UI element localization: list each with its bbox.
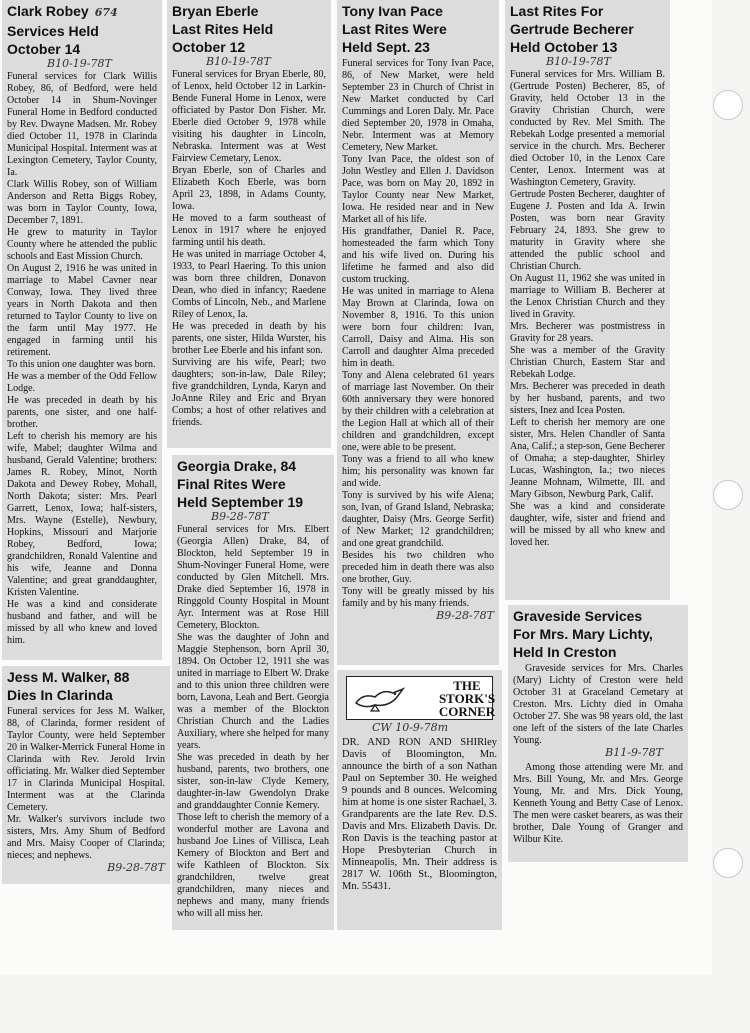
article-body: Funeral services for Jess M. Walker, 88, of Clarinda, former resident of Taylor County, were held September 20 in Walker-Merrick Funeral Home in Clarinda with Rev. Jerold Irvin officiating. Mr. Walker died September 17 in Clarinda Municipal Hospital. Interment was at the Clarinda Cemetery. Mr. Walker's survivors include two sisters, Mrs. Amy Shum of Bedford and Mrs. Maisy Cooper of Clarinda; nieces; and nephews. bbox=[7, 706, 165, 861]
headline: Final Rites Were bbox=[177, 476, 286, 492]
headline: Held Sept. 23 bbox=[342, 39, 430, 55]
obituary-mary-lichty bbox=[508, 605, 688, 862]
obituary-tony-pace bbox=[337, 0, 499, 665]
headline: Held September 19 bbox=[177, 494, 304, 510]
headline: Last Rites For bbox=[510, 3, 604, 19]
headline: Last Rites Held bbox=[172, 21, 274, 37]
headline: Services Held bbox=[7, 23, 99, 39]
headline: Held In Creston bbox=[513, 644, 617, 660]
headline: Georgia Drake, 84 bbox=[177, 458, 297, 474]
storks-corner-title: THE STORK'S CORNER bbox=[438, 678, 496, 719]
headline: For Mrs. Mary Lichty, bbox=[513, 626, 653, 642]
article-body: Funeral services for Tony Ivan Pace, 86, of New Market, were held September 23 in Church of Christ in New Market conducted by Carl Cummings and Loren Daly. Mr. Pace died September 20, 1978 in Omaha, Nebr. Interment was at Memory Cemetery, New Market. Tony Ivan Pace, the oldest son of John Westley and Ellen J. Davidson Pace, was born on May 20, 1892 in Taylor County near New Market, Iowa. He resided near and in New Market all of his life. His grandfather, Daniel R. Pace, homesteaded the farm which Tony and his wife lived on. During his lifetime he farmed and also did custom trucking. He was united in marriage to Alena May Brown at Clarinda, Iowa on November 8, 1916. To this union were born four children: Ivan, Carroll, Daisy and Alma. His son Carroll and daughter Alma preceded him in death. Tony and Alena celebrated 61 years of marriage last November. On their 60th anniversary they were honored by their children with a celebration at the Legion Hall at which all of their children and grandchildren, except one, were able to be present. Tony was a friend to all who knew him; his personality was known far and wide. Tony is survived by his wife Alena; son, Ivan, of Grand Island, Nebraska; daughter, Daisy (Mrs. George Serfit) of New Market; 12 grandchildren; and one great grandchild. Besides his two children who preceded him in death there was also one brother, Guy. Tony will be greatly missed by his family and by his many friends. bbox=[342, 58, 494, 609]
handwritten-date: B9-28-78T bbox=[107, 861, 165, 874]
headline: Held October 13 bbox=[510, 39, 618, 55]
binder-hole bbox=[713, 848, 743, 878]
birth-announcement-storks-corner bbox=[337, 670, 502, 930]
obituary-bryan-eberle bbox=[167, 0, 331, 448]
obituary-gertrude-becherer bbox=[505, 0, 670, 600]
binder-hole bbox=[713, 480, 743, 510]
headline: Tony Ivan Pace bbox=[342, 3, 443, 19]
article-body: Funeral services for Clark Willis Robey, 86, of Bedford, were held October 14 in Shum-Novinger Funeral Home in Bedford conducted by Rev. Dwayne Madsen. Mr. Robey died October 11, 1978 in Clarinda Municipal Hospital. Interment was at Lexington Cemetery, Taylor County, Ia. Clark Willis Robey, son of William Anderson and Retta Biggs Robey, was born in Taylor County, Iowa, December 7, 1891. He grew to maturity in Taylor County where he attended the public schools and East Mission Church. On August 2, 1916 he was united in marriage to Mabel Cavner near Conway, Iowa. They lived three years in North Dakota and then returned to Taylor County to live on the farm until May 1977. He engaged in farming until his retirement. To this union one daughter was born. He was a member of the Odd Fellow Lodge. He was preceded in death by his parents, one sister, and one half-brother. Left to cherish his memory are his wife, Mabel; daughter Wilma and husband, Gerald Valentine; brothers: James R. Robey, Minot, North Dakota and Dewey Robey, Mohall, North Dakota; sister: Mrs. Pearl Garrett, Lenox, Iowa; half-sisters, Mrs. Wayne (Estelle), Newbury, Hopkins, Missouri and Marjorie Robey, Bedford, Iowa; grandchildren, Ronald Valentine and his wife, Jeanne and Donna Valentine; and great granddaughter, Kristen Valentine. He was a kind and considerate husband and father, and will be missed by all who knew and loved him. bbox=[7, 71, 157, 646]
headline: Bryan Eberle bbox=[172, 3, 259, 19]
headline: Gertrude Becherer bbox=[510, 21, 634, 37]
obituary-clark-robey bbox=[2, 0, 162, 660]
headline: Graveside Services bbox=[513, 608, 643, 624]
headline: Dies In Clarinda bbox=[7, 687, 113, 703]
headline: October 14 bbox=[7, 41, 81, 57]
handwritten-date: B9-28-78T bbox=[436, 609, 494, 622]
headline: Clark Robey 674 bbox=[7, 3, 118, 19]
obituary-jess-walker bbox=[2, 666, 170, 884]
article-body: Among those attending were Mr. and Mrs. Bill Young, Mr. and Mrs. George Young, Mr. and Mrs. Dick Young, Kenneth Young and Betty Case of Lenox. The men were casket bearers, as was their brother, Dale Young of Granger and Wilbur Kite. bbox=[513, 762, 683, 845]
article-body: Graveside services for Mrs. Charles (Mary) Lichty of Creston were held October 31 at Graceland Cemetary at Creston. Mrs. Lichty died in Omaha October 27. She was 98 years old, the last one left of the sisters of the late Charles Young. bbox=[513, 663, 683, 746]
handwritten-date: B9-28-78T bbox=[211, 510, 269, 523]
handwritten-date: B11-9-78T bbox=[605, 746, 663, 759]
handwritten-date: CW 10-9-78m bbox=[372, 721, 449, 734]
stork-icon bbox=[353, 685, 407, 713]
handwritten-date: B10-19-78T bbox=[546, 55, 611, 68]
handwritten-date: B10-19-78T bbox=[47, 57, 112, 70]
article-body: Funeral services for Bryan Eberle, 80, of Lenox, held October 12 in Larkin-Bende Funeral Home in Lenox, were officiated by Pastor Don Fisher. Mr. Eberle died October 9, 1978 while visiting his daughter in Lincoln, Nebraska. Interment was at West Fairview Cemetary, Lenox. Bryan Eberle, son of Charles and Elizabeth Koch Eberle, was born April 23, 1898, in Adams County, Iowa. He moved to a farm southeast of Lenox in 1917 where he enjoyed farming until his death. He was united in marriage October 4, 1933, to Pearl Haering. To this union was born three children, Donavon Dean, who died in infancy; Raedene Combs of Lincoln, Neb., and Marlene Riley of Lenox, Ia. He was preceded in death by his parents, one sister, Hilda Wurster, his brother Lee Eberle and his infant son. Surviving are his wife, Pearl; two daughters; son-in-law, Dale Riley; five grandchildren, Lynda, Karyn and JoAnne Riley and Eric and Bryan Combs; a host of other relatives and friends. bbox=[172, 69, 326, 428]
storks-corner-logo-box bbox=[346, 676, 496, 720]
headline: Last Rites Were bbox=[342, 21, 447, 37]
obituary-georgia-drake bbox=[172, 455, 334, 930]
binder-hole bbox=[713, 90, 743, 120]
article-body: Funeral services for Mrs. William B. (Gertrude Posten) Becherer, 85, of Gravity, held October 13 in the Gravity Christian Church, were conducted by Rev. Mel Smith. The Rebekah Lodge presented a memorial service in the church. Mrs. Becherer died October 10, in the Lenox Care Center, Lenox. Interment was at Washington Cemetery, Gravity. Gertrude Posten Becherer, daughter of Eugene J. Posten and Ida A. Irwin Posten, was born near Gravity February 24, 1893. She grew to maturity in Gravity where she attended the public school and Christian Church. On August 11, 1962 she was united in marriage to William B. Becherer at the Lenox Christian Church and they lived in Gravity. Mrs. Becherer was postmistress in Gravity for 28 years. She was a member of the Gravity Christian Church, Eastern Star and Rebekah Lodge. Mrs. Becherer was preceded in death by her husband, parents, and two sisters, Inez and Icea Posten. Left to cherish her memory are one sister, Mrs. Helen Chandler of Santa Ana, Calif.; a step-son, Gene Becherer of Omaha; a step-daughter, Shirley Lucas, Washington, Ia.; two nieces Jeanne Mohnam, Wilmette, Ill. and Mary Gibson, Newburg Park, Calif. She was a kind and considerate daughter, wife, sister and friend and will be missed by all who knew and loved her. bbox=[510, 69, 665, 548]
handwritten-number: 674 bbox=[94, 6, 118, 19]
article-body: Funeral services for Mrs. Elbert (Georgia Allen) Drake, 84, of Blockton, held September 19 in Shum-Novinger Funeral Home, were conducted by Glen Mitchell. Mrs. Drake died September 16, 1978 in Ringgold County Hospital in Mount Ayr. Interment was at Rose Hill Cemetery, Blockton. She was the daughter of John and Maggie Stephenson, born April 30, 1894. On October 12, 1911 she was united in marriage to Elbert W. Drake and to this union three children were born, Lavona, Leah and Bert. Georgia was a member of the Blockton Christian Church and the Ladies Auxiliary, where she helped for many years. She was preceded in death by her husband, parents, two brothers, one sister, son-in-law Clyde Kemery, daughter-in-law Gwendolyn Drake and granddaughter Connie Kemery. Those left to cherish the memory of a wonderful mother are Lavona and husband Joe Lines of Villisca, Leah Kemery of Blockton and Bert and wife Kathleen of Blockton. Six grandchildren, twelve great grandchildren, many nieces and nephews and many, many friends who will all miss her. bbox=[177, 524, 329, 919]
handwritten-date: B10-19-78T bbox=[206, 55, 271, 68]
headline: October 12 bbox=[172, 39, 246, 55]
article-body: DR. AND RON AND SHIRley Davis of Bloomington, Mn. announce the birth of a son Nathan Paul on September 30. He weighed 9 pounds and 8 ounces. Welcoming him at home is one sister Rachael, 3. Grandparents are the late Rev. D.S. Davis and Mrs. Elizabeth Davis. Dr. Ron Davis is the teaching pastor at Hope Presbyterian Church in Minneapolis, Mn. Their address is 2817 W. 106th St., Bloomington, Mn. 55431. bbox=[342, 737, 497, 892]
headline: Jess M. Walker, 88 bbox=[7, 669, 130, 685]
